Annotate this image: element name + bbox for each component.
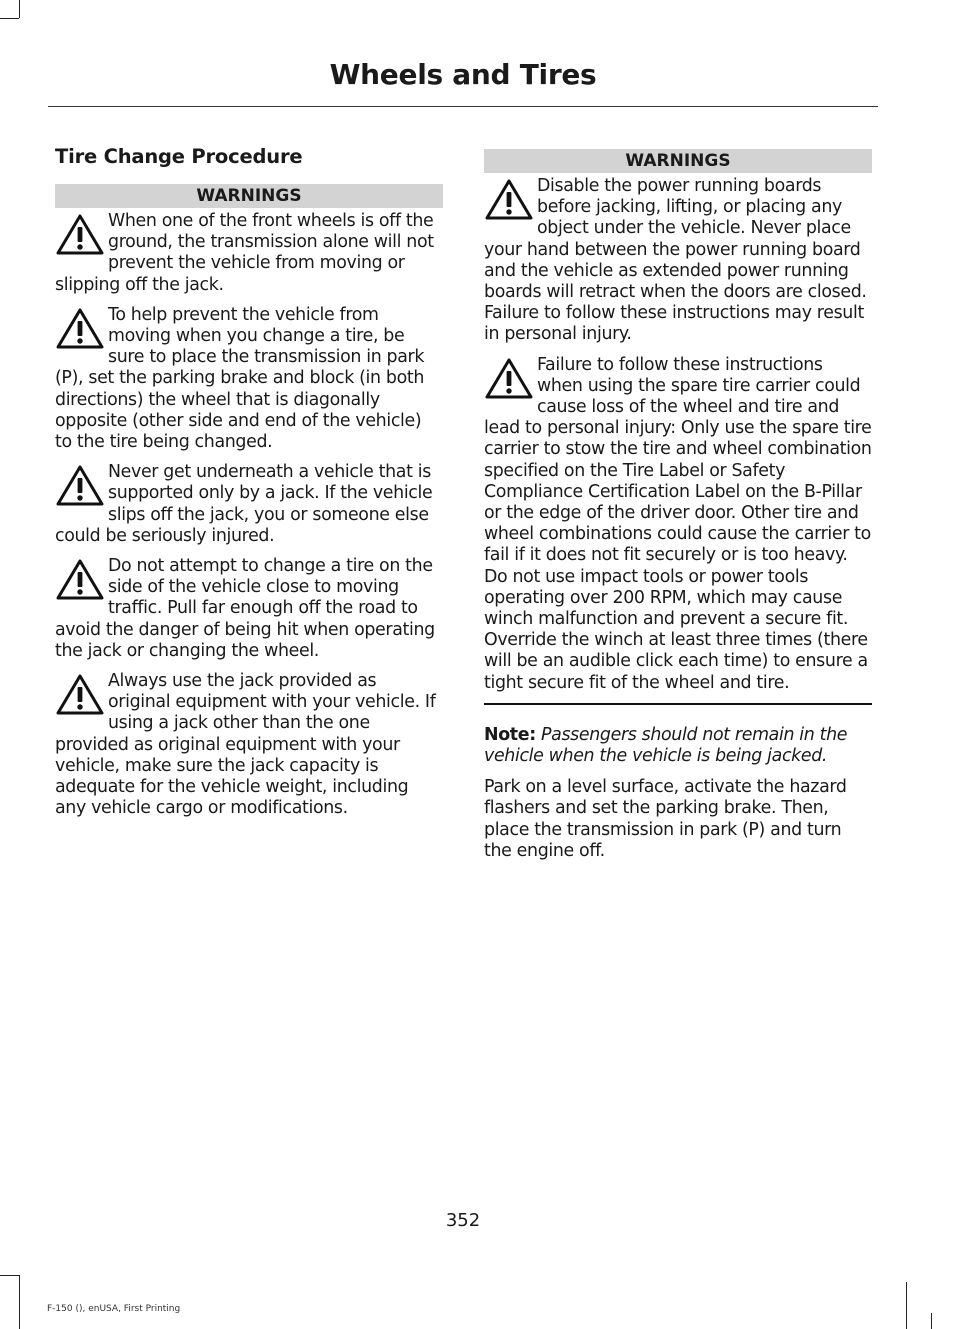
warning-text: To help prevent the vehicle from moving when you change a tire, be sure to place the transmission in park (P), set the parking brake and block (in both directions) the wheel that is diagonally opposite (other side and end of the vehicle) to the tire being changed. xyxy=(55,304,425,453)
warning-text: Never get underneath a vehicle that is supported only by a jack. If the vehicle slips off the jack, you or someone else could be seriously injured. xyxy=(55,462,433,546)
page-title: Wheels and Tires xyxy=(329,58,597,91)
note-text: Passengers should not remain in the vehicle when the vehicle is being jacked. xyxy=(484,724,848,767)
page-number: 352 xyxy=(445,1210,481,1231)
warnings-header: WARNINGS xyxy=(55,184,443,208)
warnings-end-rule xyxy=(484,703,872,705)
warning-item xyxy=(55,462,443,547)
warning-item xyxy=(55,671,443,819)
crop-mark xyxy=(19,0,20,18)
warning-text: Always use the jack provided as original equipment with your vehicle. If using a jack other than the one provided as original equipment with your vehicle, make sure the jack capacity is adequate for the vehicle weight, including any vehicle cargo or modifications. xyxy=(55,671,436,819)
crop-mark xyxy=(0,1275,19,1276)
warning-text: Disable the power running boards before jacking, lifting, or placing any object under the vehicle. Never place your hand between the power running board and the vehicle as extended power running boards will retract when the doors are closed. Failure to follow these instructions may result in personal injury. xyxy=(484,176,867,345)
print-info: F-150 (), enUSA, First Printing xyxy=(47,1304,181,1314)
warning-triangle-icon xyxy=(55,464,105,508)
crop-mark xyxy=(19,1275,20,1329)
warning-item xyxy=(55,556,443,662)
warning-item xyxy=(484,176,872,346)
note-label: Note: xyxy=(484,724,536,745)
warning-item xyxy=(484,355,872,694)
body-paragraph: Park on a level surface, activate the hazard flashers and set the parking brake. Then, place the transmission in park (P) and turn the engine off. xyxy=(484,777,847,861)
warning-triangle-icon xyxy=(55,213,105,257)
warning-item xyxy=(55,305,443,453)
warning-text: Do not attempt to change a tire on the side of the vehicle close to moving traffic. Pull far enough off the road to avoid the danger of being hit when operating the jack or changing the wheel. xyxy=(55,556,435,661)
warning-item xyxy=(55,211,443,296)
left-column xyxy=(55,145,443,828)
crop-mark xyxy=(931,1313,932,1329)
warning-triangle-icon xyxy=(55,673,105,717)
crop-mark xyxy=(0,18,19,19)
warning-triangle-icon xyxy=(55,558,105,602)
warning-text: Failure to follow these instructions when using the spare tire carrier could cause loss of the wheel and tire and lead to personal injury: Only use the spare tire carrier to stow the tire and wheel combination specified on the Tire Label or Safety Compliance Certification Label on the B-Pillar or the edge of the driver door. Other tire and wheel combinations could cause the carrier to fail if it does not fit securely or is too heavy. Do not use impact tools or power tools operating over 200 RPM, which may cause winch malfunction and prevent a secure fit. Override the winch at least three times (there will be an audible click each time) to ensure a tight secure fit of the wheel and tire. xyxy=(484,354,872,693)
warning-triangle-icon xyxy=(484,357,534,401)
section-heading: Tire Change Procedure xyxy=(55,145,303,168)
warning-triangle-icon xyxy=(484,178,534,222)
note xyxy=(484,725,872,767)
warning-triangle-icon xyxy=(55,307,105,351)
crop-mark xyxy=(906,1282,907,1329)
right-column xyxy=(484,149,872,872)
title-rule xyxy=(48,106,878,107)
warning-text: When one of the front wheels is off the ground, the transmission alone will not prevent the vehicle from moving or slipping off the jack. xyxy=(55,211,434,295)
warnings-header: WARNINGS xyxy=(484,149,872,173)
